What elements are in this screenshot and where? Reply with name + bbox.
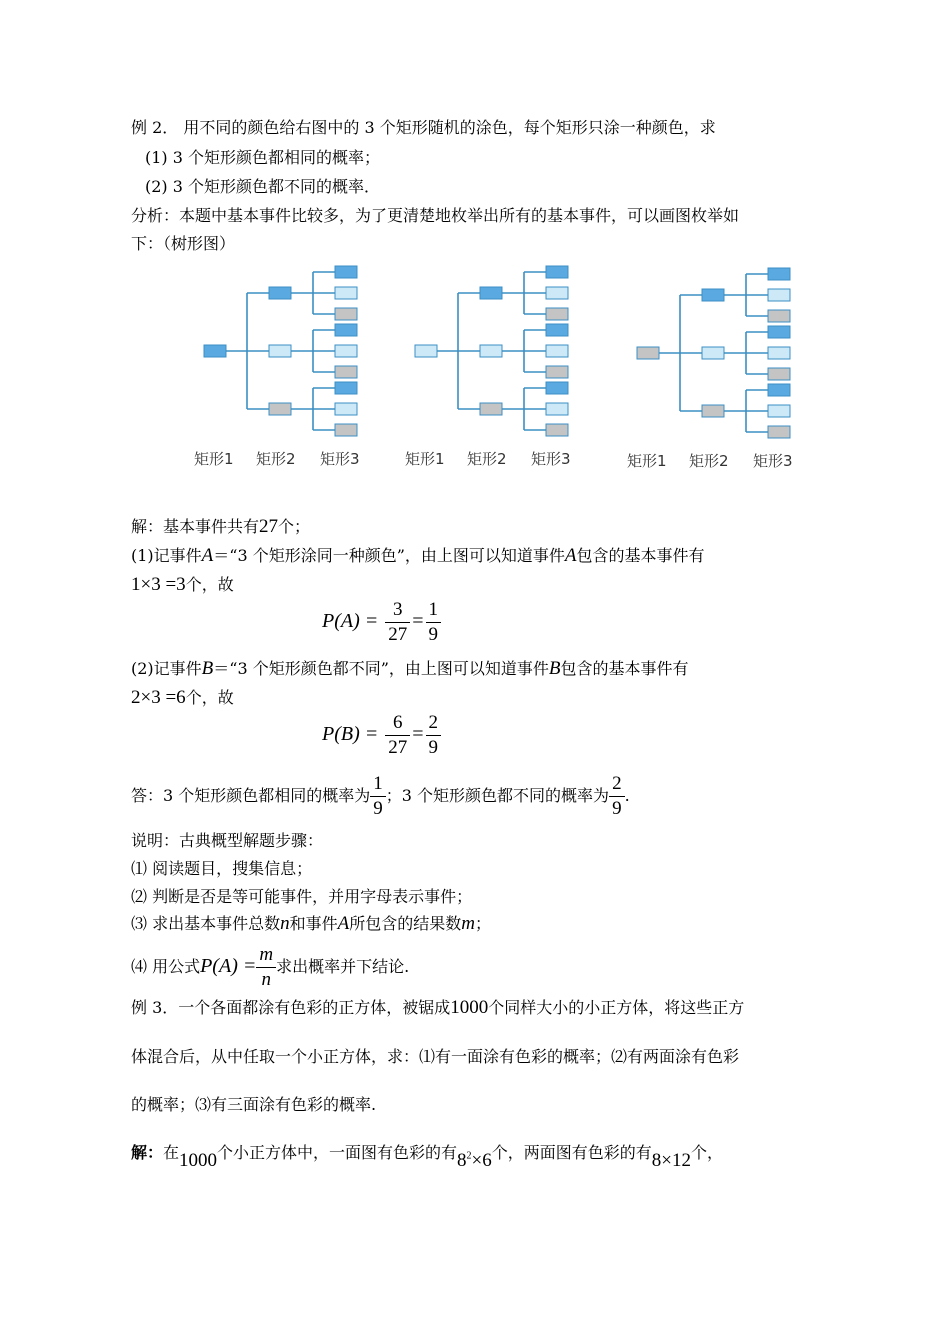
rectangle-2-node [702, 289, 724, 301]
tree-column-label: 矩形3 [531, 450, 571, 468]
part1-line2: 1×3 =3个，故 [131, 574, 234, 595]
analysis-line-2: 下：（树形图） [131, 234, 236, 253]
tree-diagram [0, 262, 950, 492]
tree-column-label: 矩形2 [256, 450, 296, 468]
step-4: ⑷ 用公式P(A) = $\frac{m}{n}$ 求出概率并下结论. [131, 944, 410, 990]
rectangle-3-node [768, 347, 790, 359]
equation-pb: P(B) = $\frac{6}{27}$ = $\frac{2}{9}$ [322, 711, 443, 760]
rectangle-3-node [768, 326, 790, 338]
rectangle-3-node [335, 403, 357, 415]
rectangle-1-node [415, 345, 437, 357]
example3-line2: 体混合后，从中任取一个小正方体，求：⑴有一面涂有色彩的概率；⑵有两面涂有色彩 [131, 1047, 740, 1066]
tree-column-label: 矩形2 [467, 450, 507, 468]
rectangle-3-node [546, 324, 568, 336]
equation-pa: P(A) = $\frac{3}{27}$ = $\frac{1}{9}$ [322, 598, 443, 647]
tree-column-label: 矩形1 [627, 452, 667, 470]
example3-line3: 的概率；⑶有三面涂有色彩的概率. [131, 1095, 377, 1114]
rectangle-3-node [335, 382, 357, 394]
rectangle-3-node [546, 424, 568, 436]
rectangle-3-node [335, 424, 357, 436]
step-3: ⑶ 求出基本事件总数n和事件A所包含的结果数m； [131, 913, 491, 934]
rectangle-2-node [269, 403, 291, 415]
answer-line: 答：3 个矩形颜色都相同的概率为 $\frac{1}{9}$ ；3 个矩形颜色都不同的概率为 $\frac{2}{9}$ . [131, 773, 630, 819]
rectangle-2-node [269, 287, 291, 299]
rectangle-3-node [335, 345, 357, 357]
part2-line1: (2)记事件B＝“3 个矩形颜色都不同”，由上图可以知道事件B包含的基本事件有 [131, 658, 689, 679]
notes-title: 说明：古典概型解题步骤： [131, 831, 324, 850]
rectangle-3-node [546, 266, 568, 278]
rectangle-2-node [269, 345, 291, 357]
rectangle-3-node [546, 382, 568, 394]
answer-fraction-1-9: $\frac{1}{9}$ [370, 772, 386, 821]
tree-column-label: 矩形3 [753, 452, 793, 470]
rectangle-1-node [637, 347, 659, 359]
fraction-m-n: $\frac{m}{n}$ [256, 943, 276, 992]
tree-column-label: 矩形2 [689, 452, 729, 470]
question-1: (1) 3 个矩形颜色都相同的概率； [145, 148, 381, 167]
rectangle-3-node [335, 266, 357, 278]
rectangle-3-node [768, 368, 790, 380]
tree-column-label: 矩形1 [194, 450, 234, 468]
rectangle-2-node [702, 347, 724, 359]
rectangle-2-node [480, 345, 502, 357]
step-2: ⑵ 判断是否是等可能事件，并用字母表示事件； [131, 887, 473, 906]
rectangle-3-node [768, 268, 790, 280]
rectangle-3-node [546, 366, 568, 378]
rectangle-3-node [335, 287, 357, 299]
fraction-1-9: $\frac{1}{9}$ [426, 598, 442, 647]
fraction-3-27: $\frac{3}{27}$ [385, 598, 410, 647]
rectangle-3-node [335, 366, 357, 378]
rectangle-3-node [546, 287, 568, 299]
rectangle-2-node [480, 403, 502, 415]
fraction-2-9: $\frac{2}{9}$ [426, 711, 442, 760]
example3-solution: 解：在1000个小正方体中，一面图有色彩的有$8^2\times 6$个，两面图有色彩的有8×12个， [131, 1143, 724, 1171]
rectangle-3-node [546, 308, 568, 320]
answer-fraction-2-9: $\frac{2}{9}$ [609, 772, 625, 821]
example3-line1: 例 3．一个各面都涂有色彩的正方体，被锯成1000个同样大小的小正方体，将这些正方 [131, 997, 745, 1018]
rectangle-3-node [335, 308, 357, 320]
rectangle-3-node [546, 403, 568, 415]
rectangle-3-node [768, 384, 790, 396]
rectangle-3-node [546, 345, 568, 357]
tree-column-label: 矩形1 [405, 450, 445, 468]
rectangle-3-node [335, 324, 357, 336]
rectangle-2-node [480, 287, 502, 299]
example2-title: 例 2． 用不同的颜色给右图中的 3 个矩形随机的涂色，每个矩形只涂一种颜色，求 [131, 118, 716, 137]
part2-line2: 2×3 =6个，故 [131, 687, 234, 708]
part1-line1: (1)记事件A＝“3 个矩形涂同一种颜色”，由上图可以知道事件A包含的基本事件有 [131, 545, 705, 566]
rectangle-3-node [768, 289, 790, 301]
rectangle-1-node [204, 345, 226, 357]
rectangle-3-node [768, 405, 790, 417]
step-1: ⑴ 阅读题目，搜集信息； [131, 859, 313, 878]
question-2: (2) 3 个矩形颜色都不同的概率． [145, 177, 381, 196]
rectangle-3-node [768, 426, 790, 438]
fraction-6-27: $\frac{6}{27}$ [385, 711, 410, 760]
solution-intro: 解：基本事件共有27个； [131, 516, 311, 537]
rectangle-3-node [768, 310, 790, 322]
analysis-line-1: 分析：本题中基本事件比较多，为了更清楚地枚举出所有的基本事件，可以画图枚举如 [131, 206, 740, 225]
rectangle-2-node [702, 405, 724, 417]
tree-column-label: 矩形3 [320, 450, 360, 468]
